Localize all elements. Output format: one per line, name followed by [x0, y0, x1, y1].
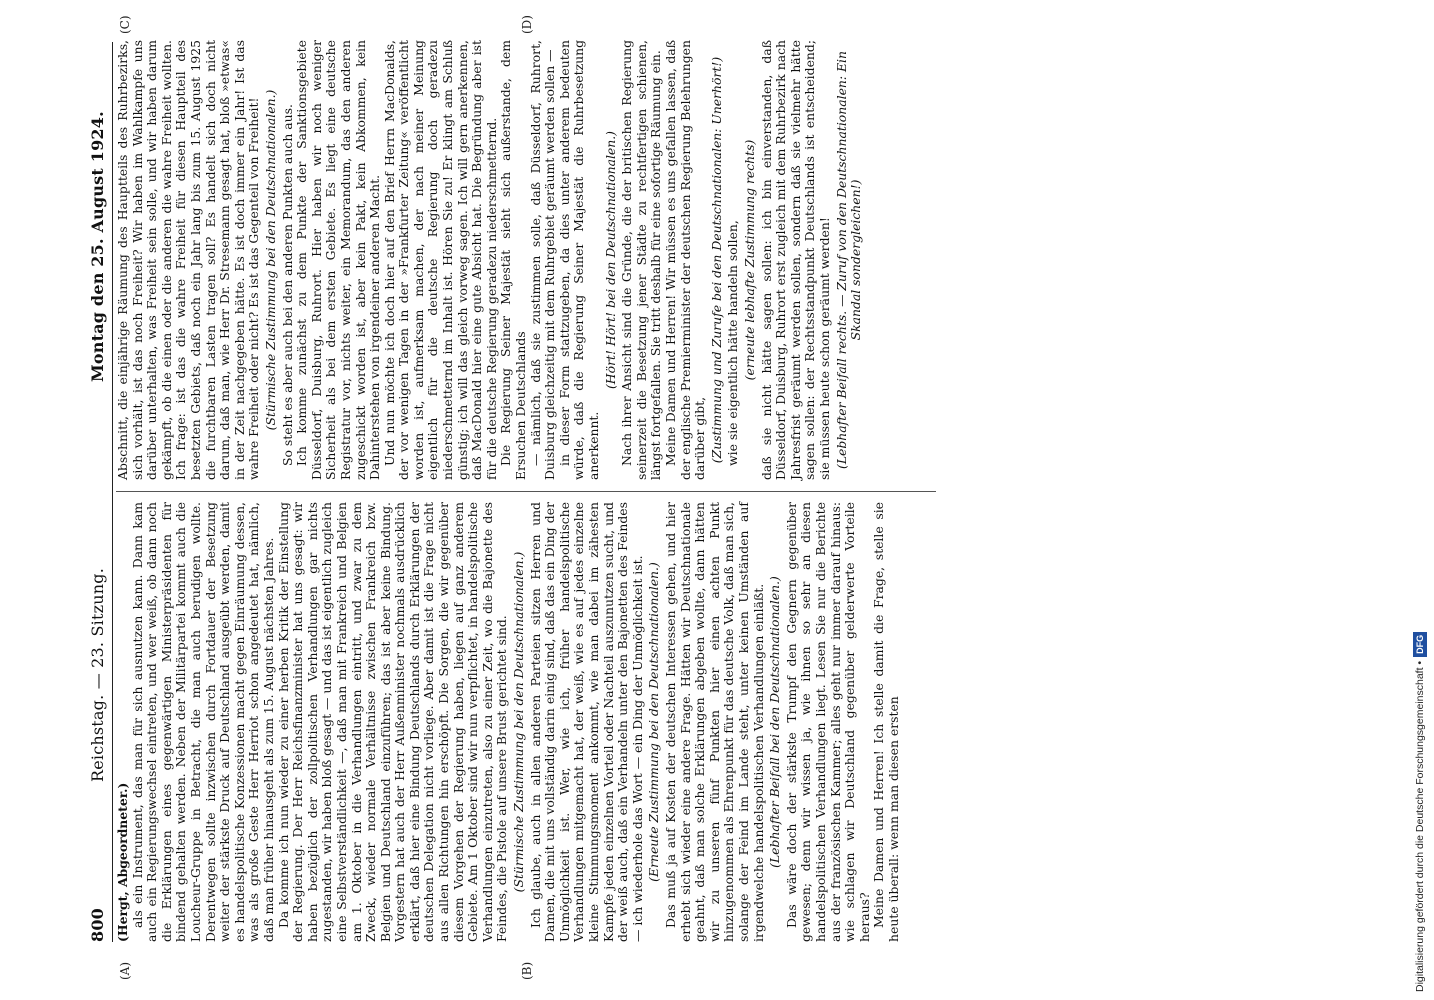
header-right-title: Montag den 25. August 1924.	[88, 111, 107, 382]
paragraph: wie sie eigentlich hätte handeln sollen,	[725, 220, 741, 466]
paragraph: — nämlich, daß sie zustimmen solle, daß Düsseldorf, Ruhrort, Duisburg gleichzeitig mit dem Ruhrgebiet geräumt werden sollen —	[527, 40, 558, 480]
paragraph: Meine Damen und Herren! Ich stelle damit die Frage, stelle sie heute überall: wenn man diesen ersten	[871, 502, 901, 942]
paragraph: Meine Damen und Herren! Wir müssen es uns gefallen lassen, daß der englische Premierminister der deutschen Regierung Belehrungen darüber gibt,	[662, 40, 708, 480]
paragraph: in dieser Form stattzugeben, da dies unter anderem bedeuten würde, daß die Regierung Seiner Majestät die Ruhrbesetzung anerkennt.	[556, 40, 601, 480]
page-number: 800	[88, 908, 107, 942]
dfg-logo: DFG	[1413, 632, 1427, 657]
paragraph: als ein Instrument, das man für sich ausnutzen kann. Dann kam auch ein Regierungswechsel eintreten, und wer weiß, ob dann noch die Erklärungen eines gegenwärtigen Ministerpräsidenten für bindend gehalten werden. Neben der Militärpartei kommt auch die Loucheur-Gruppe in Betracht, die man auch berudigen wollte. Derentwegen sollte inzwischen durch Fortdauer der Besetzung weiter der stärkste Druck auf Deutschland ausgeübt werden, damit es handelspolitische Konzessionen macht gegen Einräumung dessen, was als große Geste Herr Herriot schon angedeutet hat, nämlich, daß man früher hinausgeht als zum 15. August nächsten Jahres.	[129, 502, 276, 942]
digitization-credit	[1412, 8, 1432, 992]
interjection: (Lebhafter Beifall bei den Deutschnationalen.)	[767, 576, 783, 868]
page-header	[86, 42, 112, 942]
paragraph: Das wäre doch der stärkste Trumpf den Gegnern gegenüber gewesen; denn wir wissen ja, wie ihnen so sehr an diesen handelspolitischen Verhandlungen liegt. Lesen Sie nur die Berichte aus der französischen Kammer; alles geht nur immer darauf hinaus: wie schlagen wir Deutschland gegenüber gelderwerte Vorteile heraus?	[783, 502, 872, 942]
paragraph: Und nun möchte ich doch hier auf den Brief Herrn MacDonalds, der vor wenigen Tagen in der »Frankfurter Zeitung« veröffentlicht worden ist, aufmerksam machen, der nach meiner Meinung eigentlich für die deutsche Regierung doch geradezu niederschmetternd im Inhalt ist. Hören Sie zu! Er klingt am Schluß günstig; ich will das gleich vorweg sagen. Ich will gern anerkennen, daß MacDonald hier eine gute Absicht hat. Die Begründung aber ist für die deutsche Regierung geradezu niederschmetternd.	[381, 40, 499, 480]
left-text-column	[116, 502, 901, 942]
right-text-column	[116, 40, 866, 480]
margin-mark-a: (A)	[118, 961, 132, 980]
interjection: (Stürmische Zustimmung bei den Deutschnationalen.)	[511, 551, 527, 893]
interjection: (Erneute Zustimmung bei den Deutschnationalen.)	[646, 562, 662, 882]
paragraph: Ich glaube, auch in allen anderen Parteien sitzen Herren und Damen, die mit uns vollständig darin einig sind, daß das ein Ding der Unmöglichkeit ist. Wer, wie ich, früher handelspolitische Verhandlungen mitgemacht hat, der weiß, wie es auf jedes einzelne kleine Stimmungsmoment ankommt, wie man dabei im zähesten Kampfe jeden einzelnen Vorteil oder Nachteil auszunutzen sucht, und der weiß auch, daß ein Verhandeln unter den Bajonetten des Feindes — ich wiederhole das Wort — ein Ding der Unmöglichkeit ist.	[527, 502, 645, 942]
header-rule	[112, 42, 113, 942]
interjection: (Zustimmung und Zurufe bei den Deutschnationalen: Unerhört!)	[708, 56, 724, 464]
margin-mark-c: (C)	[118, 15, 132, 34]
paragraph: daß sie nicht hätte sagen sollen: ich bin einverstanden, daß Düsseldorf, Duisburg, Ruhrort erst zugleich mit dem Ruhrbezirk nach Jahresfrist geräumt werden sollen, sondern daß sie vielmehr hätte sagen sollen: der Rechtsstandpunkt Deutschlands ist entscheidend; sie müssen heute schon geräumt werden!	[758, 40, 832, 480]
header-left-title: Reichstag. — 23. Sitzung.	[88, 568, 107, 782]
interjection: (Lebhafter Beifall rechts. — Zuruf von den Deutschnationalen: Ein Skandal sondergleichen!)	[833, 51, 864, 470]
paragraph: Abschnitt, die einjährige Räumung des Hauptteils des Ruhrbezirks, sich vorhält, ist das noch Freiheit? Wir haben im Wahlkampfe uns darüber unterhalten, was Freiheit sein solle, und wir haben darum gekämpft, ob die einen oder die anderen die wahre Freiheit wollten. Ich frage: ist das die wahre Freiheit für diesen Hauptteil des besetzten Gebiets, daß noch ein Jahr lang bis zum 15. August 1925 die furchtbaren Lasten tragen soll? Es handelt sich doch nicht darum, daß man, wie Herr Dr. Stresemann gesagt hat, bloß »etwas« in der Zeit nachgegeben hätte. Es ist doch immer ein Jahr! Ist das wahre Freiheit oder nicht? Es ist das Gegenteil von Freiheit!	[115, 40, 262, 480]
paragraph: Die Regierung Seiner Majestät sieht sich außerstande, dem Ersuchen Deutschlands	[498, 40, 529, 480]
paragraph: Ich komme zunächst zu dem Punkte der Sanktionsgebiete Düsseldorf, Duisburg, Ruhrort. Hier haben wir noch weniger Sicherheit als bei dem ersten Gebiete. Es liegt eine deutsche Registratur vor, nichts weiter, ein Memorandum, das den anderen zugeschickt worden ist, aber kein Pakt, kein Abkommen, kein Dahinterstehen von irgendeiner anderen Macht.	[294, 40, 383, 480]
interjection: (Stürmische Zustimmung bei den Deutschnationalen.)	[262, 89, 278, 431]
margin-mark-b: (B)	[520, 961, 534, 980]
speaker-label: (Hergt, Abgeordneter.)	[115, 782, 130, 942]
paragraph: Nach ihrer Ansicht sind die Gründe, die der britischen Regierung seinerzeit die Besetzung jener Städte zu rechtfertigen schienen, längst fortgefallen. Sie tritt deshalb für eine sofortige Räumung ein.	[619, 40, 664, 480]
interjection: (erneute lebhafte Zustimmung rechts)	[741, 139, 757, 381]
credit-text: Digitalisierung gefördert durch die Deutsche Forschungsgemeinschaft •	[1414, 660, 1426, 992]
interjection: (Hört! Hört! bei den Deutschnationalen.)	[602, 130, 618, 390]
column-divider	[116, 491, 936, 492]
paragraph: Da komme ich nun wieder zu einer herben Kritik der Einstellung der Regierung. Der Herr Reichsfinanzminister hat uns gesagt: wir haben bezüglich der zollpolitischen Verhandlungen gar nichts zugestanden, wir haben bloß gesagt — und das ist eigentlich zugleich eine Selbstverständlichkeit —, daß man mit Frankreich und Belgien am 1. Oktober in die Verhandlungen eintritt, und zwar zu dem Zweck, wieder normale Verhältnisse zwischen Frankreich bzw. Belgien und Deutschland einzuführen; das ist aber keine Bindung. Vorgestern hat auch der Herr Außenminister nochmals ausdrücklich erklärt, daß hier eine Bindung Deutschlands durch Erklärungen der deutschen Delegation nicht vorliege. Aber damit ist die Frage nicht aus allen Richtungen hin erschöpft. Die Sorgen, die wir gegenüber diesem Vorgehen der Regierung haben, liegen auf ganz anderem Gebiete. Am 1 Oktober sind wir nun verpflichtet, in handelspolitische Verhandlungen einzutreten, also zu einer Zeit, wo die Bajonette des Feindes, die Pistole auf unsere Brust gerichtet sind.	[275, 502, 510, 942]
paragraph: Das muß ja auf Kosten der deutschen Interessen gehen, und hier erhebt sich wieder eine andere Frage. Hätten wir Deutschnationale geahnt, daß man solche Erklärungen abgeben wollte, dann hätten wir zu unseren fünf Punkten hier einen achten Punkt hinzugenommen als Ehrenpunkt für das deutsche Volk, daß man sich, solange der Feind im Lande steht, unter keinen Umständen auf irgendwelche handelspolitischen Verhandlungen einläßt.	[662, 502, 766, 942]
margin-mark-d: (D)	[520, 15, 534, 34]
paragraph: So steht es aber auch bei den anderen Punkten auch aus.	[279, 104, 295, 466]
